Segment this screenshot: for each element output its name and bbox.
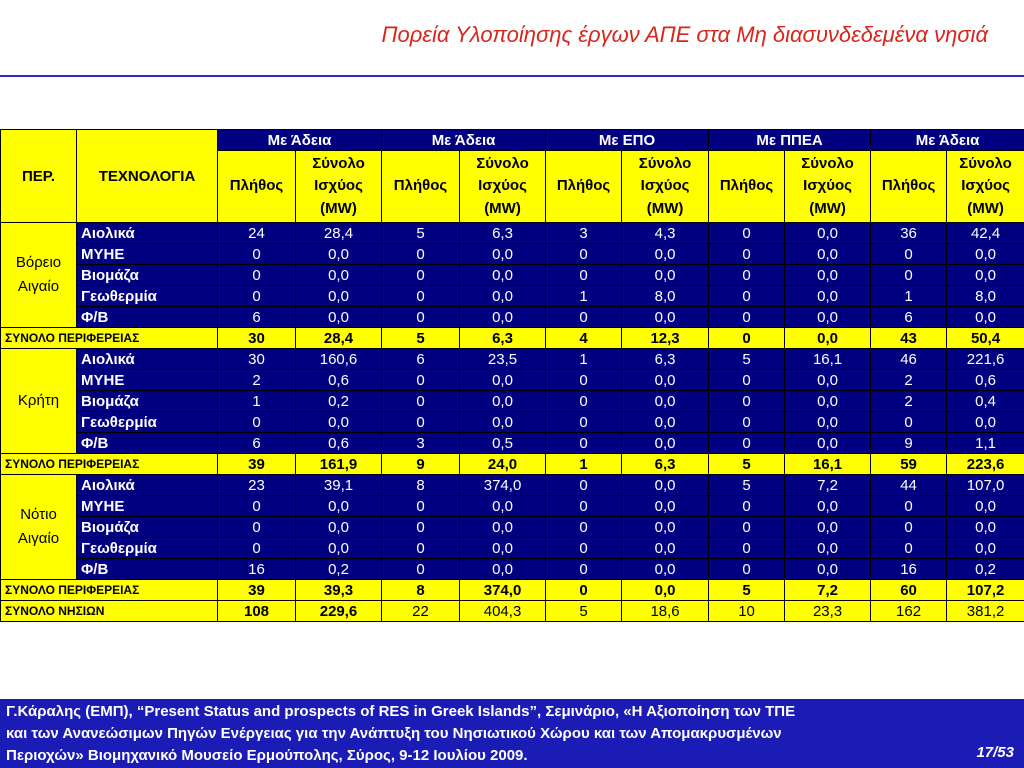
value-cell: 0,0 xyxy=(947,496,1024,517)
header-count: Πλήθος xyxy=(546,151,622,223)
region-name xyxy=(1,475,77,580)
region-total-row xyxy=(1,328,1024,349)
value-cell: 0,0 xyxy=(947,244,1024,265)
value-cell: 0,0 xyxy=(785,370,871,391)
value-cell: 16 xyxy=(871,559,947,580)
value-cell: 0,0 xyxy=(785,538,871,559)
region-name-line: Βόρειο xyxy=(15,254,62,271)
header-total-power xyxy=(460,151,546,223)
value-cell: 0 xyxy=(546,475,622,496)
value-cell: 0,0 xyxy=(460,370,546,391)
value-cell: 0,0 xyxy=(460,391,546,412)
value-cell: 0 xyxy=(546,433,622,454)
technology-cell: Φ/Β xyxy=(77,307,218,328)
grand-total-row xyxy=(1,601,1024,622)
table-row xyxy=(1,538,1024,559)
table-row xyxy=(1,433,1024,454)
value-cell: 6,3 xyxy=(622,349,709,370)
value-cell: 6 xyxy=(871,307,947,328)
technology-cell: Βιομάζα xyxy=(77,517,218,538)
value-cell: 0,0 xyxy=(622,496,709,517)
total-value: 6,3 xyxy=(622,454,709,475)
header-total-power xyxy=(947,151,1024,223)
technology-cell: ΜΥΗΕ xyxy=(77,244,218,265)
value-cell: 0,0 xyxy=(785,517,871,538)
value-cell: 0,0 xyxy=(622,433,709,454)
value-cell: 0,2 xyxy=(296,559,382,580)
header-power-line: Ισχύος xyxy=(961,177,1010,195)
value-cell: 0,0 xyxy=(947,517,1024,538)
header-power-line: Ισχύος xyxy=(478,177,527,195)
header-power-line: (MW) xyxy=(809,199,846,217)
header-count: Πλήθος xyxy=(871,151,947,223)
total-value: 9 xyxy=(382,454,460,475)
value-cell: 6,3 xyxy=(460,223,546,244)
value-cell: 28,4 xyxy=(296,223,382,244)
total-value: 12,3 xyxy=(622,328,709,349)
value-cell: 1 xyxy=(546,349,622,370)
value-cell: 0 xyxy=(382,370,460,391)
value-cell: 46 xyxy=(871,349,947,370)
grand-total-value: 22 xyxy=(382,601,460,622)
technology-cell: Γεωθερμία xyxy=(77,412,218,433)
header-count: Πλήθος xyxy=(218,151,296,223)
header-power-line: Σύνολο xyxy=(801,154,854,172)
value-cell: 0,0 xyxy=(460,244,546,265)
value-cell: 0 xyxy=(871,496,947,517)
value-cell: 0,0 xyxy=(460,265,546,286)
value-cell: 24 xyxy=(218,223,296,244)
value-cell: 8,0 xyxy=(947,286,1024,307)
total-value: 1 xyxy=(546,454,622,475)
value-cell: 2 xyxy=(871,391,947,412)
value-cell: 0,0 xyxy=(460,307,546,328)
value-cell: 16,1 xyxy=(785,349,871,370)
value-cell: 0,0 xyxy=(785,391,871,412)
header-group: Με Άδεια xyxy=(218,130,382,151)
value-cell: 0 xyxy=(382,244,460,265)
value-cell: 0,0 xyxy=(622,559,709,580)
table-row xyxy=(1,307,1024,328)
total-value: 0 xyxy=(546,580,622,601)
table-row xyxy=(1,517,1024,538)
value-cell: 9 xyxy=(871,433,947,454)
region-name-line: Κρήτη xyxy=(17,392,60,409)
title-divider xyxy=(0,75,1024,77)
region-name-line: Νότιο xyxy=(20,506,57,523)
table-row xyxy=(1,412,1024,433)
value-cell: 0 xyxy=(546,370,622,391)
header-power-line: Σύνολο xyxy=(638,154,692,172)
table-row xyxy=(1,265,1024,286)
value-cell: 0 xyxy=(709,412,785,433)
value-cell: 0,0 xyxy=(947,265,1024,286)
value-cell: 0,0 xyxy=(296,286,382,307)
value-cell: 0,0 xyxy=(785,496,871,517)
header-group: Με ΕΠΟ xyxy=(546,130,709,151)
header-power-line: (MW) xyxy=(484,199,521,217)
footer-line: Περιοχών» Βιομηχανικό Μουσείο Ερμούπολης, Σύρος, 9-12 Ιουλίου 2009. xyxy=(6,747,528,764)
value-cell: 0 xyxy=(382,307,460,328)
header-power-line: Σύνολο xyxy=(476,154,529,172)
header-power-line: (MW) xyxy=(646,199,684,217)
value-cell: 0,6 xyxy=(296,370,382,391)
header-technology: ΤΕΧΝΟΛΟΓΙΑ xyxy=(77,130,218,223)
technology-cell: Βιομάζα xyxy=(77,265,218,286)
value-cell: 0 xyxy=(218,538,296,559)
value-cell: 1 xyxy=(871,286,947,307)
total-value: 39,3 xyxy=(296,580,382,601)
value-cell: 0,0 xyxy=(622,391,709,412)
technology-cell: Φ/Β xyxy=(77,559,218,580)
total-value: 5 xyxy=(709,454,785,475)
value-cell: 39,1 xyxy=(296,475,382,496)
value-cell: 0 xyxy=(546,496,622,517)
header-total-power xyxy=(785,151,871,223)
value-cell: 1 xyxy=(218,391,296,412)
total-value: 7,2 xyxy=(785,580,871,601)
value-cell: 2 xyxy=(871,370,947,391)
value-cell: 0 xyxy=(709,223,785,244)
grand-total-value: 18,6 xyxy=(622,601,709,622)
grand-total-value: 229,6 xyxy=(296,601,382,622)
value-cell: 5 xyxy=(709,349,785,370)
technology-cell: Φ/Β xyxy=(77,433,218,454)
region-total-label: ΣΥΝΟΛΟ ΠΕΡΙΦΕΡΕΙΑΣ xyxy=(1,454,218,475)
table-row xyxy=(1,286,1024,307)
region-total-label: ΣΥΝΟΛΟ ΠΕΡΙΦΕΡΕΙΑΣ xyxy=(1,580,218,601)
value-cell: 374,0 xyxy=(460,475,546,496)
table-row xyxy=(1,223,1024,244)
value-cell: 0 xyxy=(709,496,785,517)
value-cell: 0,0 xyxy=(460,517,546,538)
technology-cell: Αιολικά xyxy=(77,223,218,244)
table-row xyxy=(1,496,1024,517)
technology-cell: ΜΥΗΕ xyxy=(77,496,218,517)
header-group: Με Άδεια xyxy=(382,130,546,151)
region-total-row xyxy=(1,454,1024,475)
value-cell: 0,0 xyxy=(460,538,546,559)
value-cell: 0,0 xyxy=(460,496,546,517)
value-cell: 0 xyxy=(546,559,622,580)
table-row xyxy=(1,475,1024,496)
total-value: 39 xyxy=(218,580,296,601)
value-cell: 160,6 xyxy=(296,349,382,370)
value-cell: 0 xyxy=(546,307,622,328)
slide-title: Πορεία Υλοποίησης έργων ΑΠΕ στα Μη διασυνδεδεμένα νησιά xyxy=(381,22,988,47)
value-cell: 0 xyxy=(709,517,785,538)
value-cell: 0,2 xyxy=(947,559,1024,580)
value-cell: 0 xyxy=(871,265,947,286)
value-cell: 0,0 xyxy=(460,559,546,580)
total-value: 223,6 xyxy=(947,454,1024,475)
value-cell: 0,0 xyxy=(296,538,382,559)
value-cell: 0,0 xyxy=(296,412,382,433)
value-cell: 0 xyxy=(546,538,622,559)
header-group: Με ΠΠΕΑ xyxy=(709,130,871,151)
value-cell: 0,0 xyxy=(785,559,871,580)
total-value: 16,1 xyxy=(785,454,871,475)
value-cell: 0,0 xyxy=(622,412,709,433)
technology-cell: Αιολικά xyxy=(77,475,218,496)
header-count: Πλήθος xyxy=(709,151,785,223)
header-power-line: Ισχύος xyxy=(640,177,690,195)
total-value: 0,0 xyxy=(785,328,871,349)
value-cell: 0 xyxy=(382,517,460,538)
value-cell: 0,0 xyxy=(785,223,871,244)
value-cell: 0,2 xyxy=(296,391,382,412)
header-power-line: Ισχύος xyxy=(314,177,363,195)
value-cell: 0,0 xyxy=(785,286,871,307)
value-cell: 0 xyxy=(546,412,622,433)
total-value: 28,4 xyxy=(296,328,382,349)
value-cell: 23 xyxy=(218,475,296,496)
total-value: 161,9 xyxy=(296,454,382,475)
value-cell: 23,5 xyxy=(460,349,546,370)
value-cell: 0,0 xyxy=(296,265,382,286)
total-value: 60 xyxy=(871,580,947,601)
value-cell: 6 xyxy=(218,307,296,328)
technology-cell: Γεωθερμία xyxy=(77,286,218,307)
technology-cell: Γεωθερμία xyxy=(77,538,218,559)
table-row xyxy=(1,370,1024,391)
footer-line: και των Ανανεώσιμων Πηγών Ενέργειας για την Ανάπτυξη του Νησιωτικού Χώρου και των Απομακρυσμένων xyxy=(6,725,782,742)
grand-total-value: 5 xyxy=(546,601,622,622)
total-value: 59 xyxy=(871,454,947,475)
value-cell: 1,1 xyxy=(947,433,1024,454)
value-cell: 0,0 xyxy=(785,412,871,433)
value-cell: 0,5 xyxy=(460,433,546,454)
value-cell: 0 xyxy=(382,265,460,286)
value-cell: 36 xyxy=(871,223,947,244)
header-power-line: Σύνολο xyxy=(312,154,365,172)
total-value: 5 xyxy=(382,328,460,349)
value-cell: 6 xyxy=(218,433,296,454)
value-cell: 0,0 xyxy=(460,412,546,433)
value-cell: 4,3 xyxy=(622,223,709,244)
value-cell: 0,4 xyxy=(947,391,1024,412)
total-value: 5 xyxy=(709,580,785,601)
value-cell: 7,2 xyxy=(785,475,871,496)
grand-total-value: 404,3 xyxy=(460,601,546,622)
total-value: 0 xyxy=(709,328,785,349)
value-cell: 0,0 xyxy=(785,265,871,286)
value-cell: 0,0 xyxy=(296,244,382,265)
value-cell: 107,0 xyxy=(947,475,1024,496)
value-cell: 0 xyxy=(218,496,296,517)
grand-total-value: 10 xyxy=(709,601,785,622)
header-power-line: Σύνολο xyxy=(959,154,1012,172)
value-cell: 0,6 xyxy=(296,433,382,454)
value-cell: 3 xyxy=(546,223,622,244)
value-cell: 0 xyxy=(382,412,460,433)
value-cell: 0 xyxy=(709,307,785,328)
value-cell: 0 xyxy=(218,286,296,307)
grand-total-label: ΣΥΝΟΛΟ ΝΗΣΙΩΝ xyxy=(1,601,218,622)
table-row xyxy=(1,349,1024,370)
total-value: 39 xyxy=(218,454,296,475)
header-power-line: (MW) xyxy=(320,199,357,217)
value-cell: 0,0 xyxy=(296,517,382,538)
value-cell: 0 xyxy=(382,391,460,412)
value-cell: 0 xyxy=(546,517,622,538)
value-cell: 42,4 xyxy=(947,223,1024,244)
table-row xyxy=(1,244,1024,265)
value-cell: 6 xyxy=(382,349,460,370)
total-value: 107,2 xyxy=(947,580,1024,601)
value-cell: 0 xyxy=(709,391,785,412)
value-cell: 0 xyxy=(382,496,460,517)
value-cell: 0,0 xyxy=(296,307,382,328)
grand-total-value: 108 xyxy=(218,601,296,622)
region-name-line: Αιγαίο xyxy=(17,530,60,547)
header-power-line: Ισχύος xyxy=(803,177,852,195)
value-cell: 0 xyxy=(709,265,785,286)
value-cell: 0 xyxy=(871,244,947,265)
total-value: 43 xyxy=(871,328,947,349)
value-cell: 0 xyxy=(709,286,785,307)
table-row xyxy=(1,559,1024,580)
value-cell: 0,0 xyxy=(296,496,382,517)
value-cell: 0,0 xyxy=(460,286,546,307)
value-cell: 0 xyxy=(218,265,296,286)
technology-cell: Αιολικά xyxy=(77,349,218,370)
total-value: 24,0 xyxy=(460,454,546,475)
grand-total-value: 162 xyxy=(871,601,947,622)
value-cell: 3 xyxy=(382,433,460,454)
header-power-line: (MW) xyxy=(967,199,1004,217)
res-projects-table xyxy=(0,129,1024,622)
header-total-power xyxy=(622,151,709,223)
value-cell: 0 xyxy=(709,559,785,580)
header-count: Πλήθος xyxy=(382,151,460,223)
value-cell: 0,0 xyxy=(947,412,1024,433)
region-name xyxy=(1,223,77,328)
value-cell: 0 xyxy=(871,538,947,559)
total-value: 50,4 xyxy=(947,328,1024,349)
value-cell: 5 xyxy=(709,475,785,496)
header-region: ΠΕΡ. xyxy=(1,130,77,223)
value-cell: 5 xyxy=(382,223,460,244)
value-cell: 0 xyxy=(546,265,622,286)
value-cell: 0 xyxy=(218,517,296,538)
value-cell: 0 xyxy=(709,433,785,454)
value-cell: 0,0 xyxy=(622,475,709,496)
value-cell: 0 xyxy=(546,391,622,412)
value-cell: 0 xyxy=(709,244,785,265)
value-cell: 0 xyxy=(218,412,296,433)
footer-citation xyxy=(0,699,1024,768)
header-total-power xyxy=(296,151,382,223)
technology-cell: ΜΥΗΕ xyxy=(77,370,218,391)
value-cell: 0 xyxy=(382,559,460,580)
page-number: 17/53 xyxy=(976,744,1014,761)
value-cell: 0,0 xyxy=(622,370,709,391)
value-cell: 0 xyxy=(871,412,947,433)
value-cell: 0,0 xyxy=(785,244,871,265)
value-cell: 2 xyxy=(218,370,296,391)
value-cell: 16 xyxy=(218,559,296,580)
value-cell: 0,0 xyxy=(622,244,709,265)
value-cell: 30 xyxy=(218,349,296,370)
value-cell: 0 xyxy=(546,244,622,265)
value-cell: 0 xyxy=(871,517,947,538)
value-cell: 0 xyxy=(382,538,460,559)
value-cell: 0,0 xyxy=(785,433,871,454)
region-name-line: Αιγαίο xyxy=(17,278,60,295)
footer-line: Γ.Κάραλης (ΕΜΠ), “Present Status and prospects of RES in Greek Islands”, Σεμινάριο, «Η Αξιοποίηση των ΤΠΕ xyxy=(6,703,796,720)
value-cell: 221,6 xyxy=(947,349,1024,370)
grand-total-value: 23,3 xyxy=(785,601,871,622)
total-value: 8 xyxy=(382,580,460,601)
value-cell: 0,0 xyxy=(947,307,1024,328)
total-value: 374,0 xyxy=(460,580,546,601)
total-value: 4 xyxy=(546,328,622,349)
value-cell: 1 xyxy=(546,286,622,307)
value-cell: 0,0 xyxy=(947,538,1024,559)
table-row xyxy=(1,391,1024,412)
total-value: 6,3 xyxy=(460,328,546,349)
header-group: Με Άδεια xyxy=(871,130,1024,151)
region-total-row xyxy=(1,580,1024,601)
value-cell: 0 xyxy=(709,370,785,391)
total-value: 30 xyxy=(218,328,296,349)
value-cell: 0,0 xyxy=(622,538,709,559)
value-cell: 0,0 xyxy=(785,307,871,328)
value-cell: 0,6 xyxy=(947,370,1024,391)
value-cell: 0,0 xyxy=(622,265,709,286)
value-cell: 0,0 xyxy=(622,307,709,328)
value-cell: 8,0 xyxy=(622,286,709,307)
value-cell: 0 xyxy=(382,286,460,307)
value-cell: 0 xyxy=(218,244,296,265)
technology-cell: Βιομάζα xyxy=(77,391,218,412)
grand-total-value: 381,2 xyxy=(947,601,1024,622)
region-total-label: ΣΥΝΟΛΟ ΠΕΡΙΦΕΡΕΙΑΣ xyxy=(1,328,218,349)
region-name xyxy=(1,349,77,454)
value-cell: 8 xyxy=(382,475,460,496)
value-cell: 44 xyxy=(871,475,947,496)
value-cell: 0 xyxy=(709,538,785,559)
value-cell: 0,0 xyxy=(622,517,709,538)
total-value: 0,0 xyxy=(622,580,709,601)
